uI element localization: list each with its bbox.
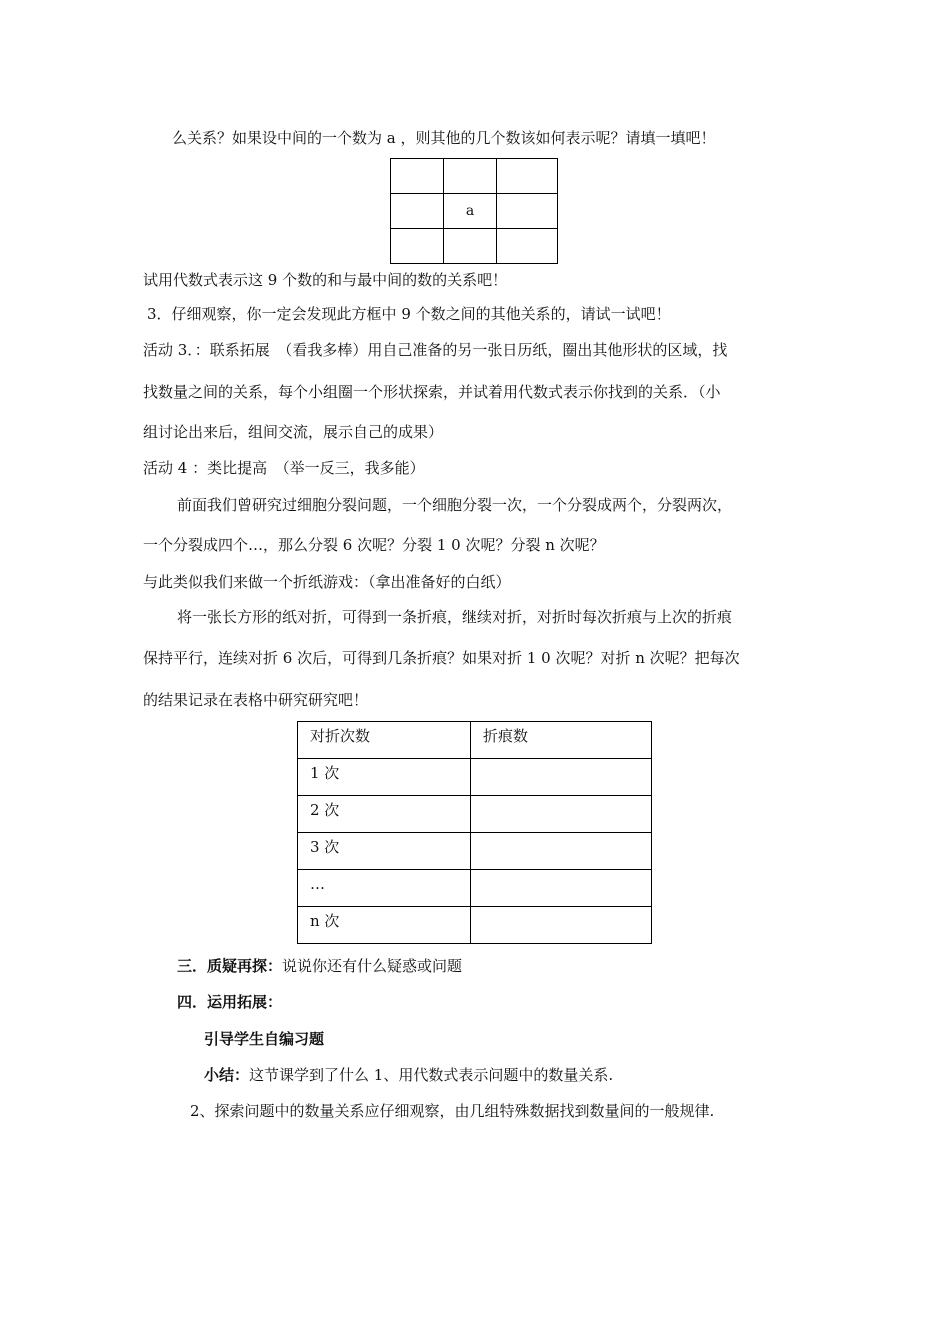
text-line-5: 找数量之间的关系，每个小组圈一个形状探索，并试着用代数式表示你找到的关系．（小 xyxy=(143,383,721,401)
summary-line-2: 2、探索问题中的数量关系应仔细观察，由几组特殊数据找到数量间的一般规律. xyxy=(190,1102,715,1120)
section-4-title: 四．运用拓展： xyxy=(177,993,283,1011)
table-cell-folds: 3 次 xyxy=(298,833,471,870)
grid-cell xyxy=(444,229,497,264)
text-line-9: 一个分裂成四个…，那么分裂 6 次呢？分裂 1 0 次呢？分裂 n 次呢？ xyxy=(143,536,605,554)
grid-cell xyxy=(444,159,497,194)
grid-cell xyxy=(391,194,444,229)
grid-cell xyxy=(497,159,558,194)
section-3-text: 说说你还有什么疑惑或问题 xyxy=(282,957,463,975)
table-row xyxy=(298,759,652,796)
text-line-11: 将一张长方形的纸对折，可得到一条折痕，继续对折，对折时每次折痕与上次的折痕 xyxy=(177,608,733,626)
table-row xyxy=(298,796,652,833)
text-line-1: 么关系？如果设中间的一个数为 a ，则其他的几个数该如何表示呢？请填一填吧！ xyxy=(172,129,716,147)
table-cell-folds: … xyxy=(298,870,471,907)
grid-cell xyxy=(391,159,444,194)
section-3 xyxy=(177,956,462,976)
text-line-4: 活动 3．：联系拓展 （看我多棒）用自己准备的另一张日历纸，圈出其他形状的区域，找 xyxy=(143,341,728,359)
summary-title: 小结： xyxy=(204,1066,250,1084)
table-header-folds: 对折次数 xyxy=(298,722,471,759)
table-cell-creases xyxy=(471,759,652,796)
summary-text: 这节课学到了什么 1、用代数式表示问题中的数量关系. xyxy=(249,1066,614,1084)
text-line-6: 组讨论出来后，组间交流，展示自己的成果） xyxy=(143,423,444,441)
grid-cell-center: a xyxy=(444,194,497,229)
table-cell-folds: n 次 xyxy=(298,907,471,944)
grid-cell xyxy=(391,229,444,264)
grid-cell xyxy=(497,229,558,264)
table-row xyxy=(298,833,652,870)
text-line-7: 活动 4 ：类比提高 （举一反三，我多能） xyxy=(143,459,425,477)
table-row xyxy=(298,870,652,907)
table-cell-folds: 2 次 xyxy=(298,796,471,833)
table-cell-creases xyxy=(471,907,652,944)
text-line-3: 3．仔细观察，你一定会发现此方框中 9 个数之间的其他关系的，请试一试吧！ xyxy=(147,305,671,323)
text-line-10: 与此类似我们来做一个折纸游戏：（拿出准备好的白纸） xyxy=(143,573,511,591)
table-cell-folds: 1 次 xyxy=(298,759,471,796)
text-line-2: 试用代数式表示这 9 个数的和与最中间的数的关系吧！ xyxy=(143,271,508,289)
text-line-13: 的结果记录在表格中研究研究吧！ xyxy=(143,691,369,709)
table-cell-creases xyxy=(471,870,652,907)
grid-cell xyxy=(497,194,558,229)
table-cell-creases xyxy=(471,796,652,833)
table-header-creases: 折痕数 xyxy=(471,722,652,759)
nine-cell-grid xyxy=(390,158,558,264)
text-line-12: 保持平行，连续对折 6 次后，可得到几条折痕？如果对折 1 0 次呢？对折 n 次呢？把每次 xyxy=(143,649,740,667)
text-line-8: 前面我们曾研究过细胞分裂问题，一个细胞分裂一次，一个分裂成两个，分裂两次， xyxy=(177,496,733,514)
summary-line xyxy=(204,1065,613,1085)
fold-record-table xyxy=(297,721,652,944)
table-cell-creases xyxy=(471,833,652,870)
table-row xyxy=(298,907,652,944)
section-3-title: 三．质疑再探： xyxy=(177,957,283,975)
guide-heading: 引导学生自编习题 xyxy=(204,1030,325,1048)
